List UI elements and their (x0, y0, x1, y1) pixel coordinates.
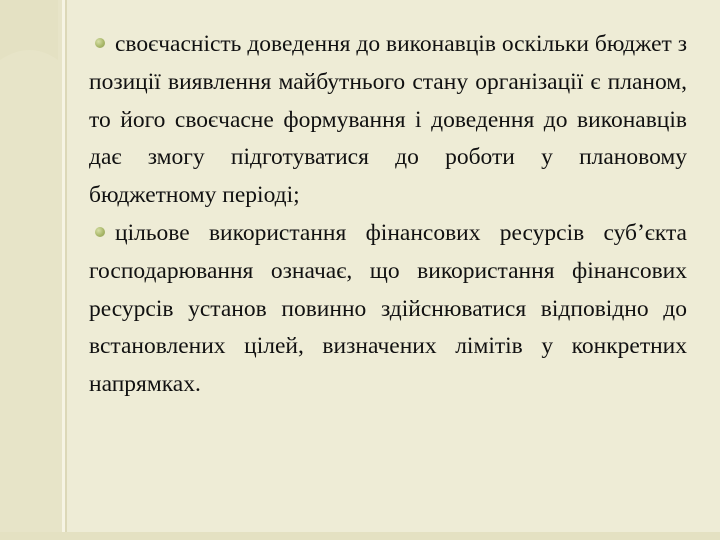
slide-body (89, 26, 687, 404)
bullet-item (89, 215, 687, 404)
bullet-dot-icon (95, 227, 105, 237)
bullet-text: своєчасність доведення до виконавців оскільки бюджет з позиції виявлення майбутнього стану організації є планом, то його своєчасне формування і доведення до виконавців дає змогу підготуватися до роботи у плановому бюджетному періоді; (89, 31, 687, 209)
bullet-dot-icon (95, 38, 105, 48)
bullet-text: цільове використання фінансових ресурсів суб’єкта господарювання означає, що використання фінансових ресурсів установ повинно здійснюватися відповідно до встановлених цілей, визначених лімітів у конкретних напрямках. (89, 219, 687, 398)
bullet-item (89, 26, 687, 215)
decorative-bottom-band (0, 532, 720, 540)
decorative-side-panel (0, 0, 78, 540)
